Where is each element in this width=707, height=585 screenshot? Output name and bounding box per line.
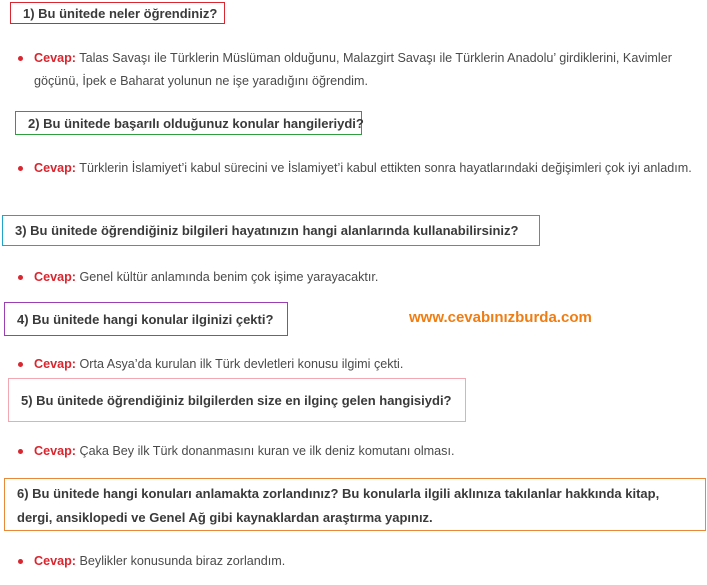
answer-3-text: Genel kültür anlamında benim çok işime yarayacaktır. xyxy=(76,270,379,284)
answer-4 xyxy=(34,353,674,376)
bullet-icon xyxy=(18,56,23,61)
answer-label: Cevap: xyxy=(34,444,76,458)
answer-label: Cevap: xyxy=(34,270,76,284)
watermark: www.cevabınızburda.com xyxy=(409,309,592,326)
question-6-text: 6) Bu ünitede hangi konuları anlamakta zorlandınız? Bu konularla ilgili aklınıza takılanlar hakkında kitap, dergi, ansiklopedi ve Genel Ağ gibi kaynaklardan araştırma yapınız. xyxy=(17,486,660,525)
bullet-icon xyxy=(18,166,23,171)
bullet-icon xyxy=(18,559,23,564)
answer-label: Cevap: xyxy=(34,357,76,371)
answer-2 xyxy=(34,157,694,180)
question-5-text: 5) Bu ünitede öğrendiğiniz bilgilerden size en ilginç gelen hangisiydi? xyxy=(21,392,452,408)
answer-4-text: Orta Asya’da kurulan ilk Türk devletleri konusu ilgimi çekti. xyxy=(76,357,404,371)
question-6 xyxy=(4,478,706,531)
answer-1 xyxy=(34,47,674,93)
question-1-text: 1) Bu ünitede neler öğrendiniz? xyxy=(23,5,218,21)
question-2-text: 2) Bu ünitede başarılı olduğunuz konular hangileriydi? xyxy=(28,115,364,131)
question-3 xyxy=(2,215,540,246)
question-4 xyxy=(4,302,288,336)
bullet-icon xyxy=(18,275,23,280)
answer-5 xyxy=(34,440,674,463)
answer-3 xyxy=(34,266,674,289)
bullet-icon xyxy=(18,449,23,454)
answer-label: Cevap: xyxy=(34,51,76,65)
question-4-text: 4) Bu ünitede hangi konular ilginizi çekti? xyxy=(17,311,274,327)
question-2 xyxy=(15,111,362,135)
answer-label: Cevap: xyxy=(34,554,76,568)
bullet-icon xyxy=(18,362,23,367)
question-5 xyxy=(8,378,466,422)
answer-label: Cevap: xyxy=(34,161,76,175)
question-3-text: 3) Bu ünitede öğrendiğiniz bilgileri hayatınızın hangi alanlarında kullanabilirsiniz? xyxy=(15,223,519,238)
answer-1-text: Talas Savaşı ile Türklerin Müslüman olduğunu, Malazgirt Savaşı ile Türklerin Anadolu’ girdiklerini, Kavimler göçünü, İpek e Baharat yolunun ne işe yaradığını öğrendim. xyxy=(34,51,672,88)
answer-6-text: Beylikler konusunda biraz zorlandım. xyxy=(76,554,286,568)
answer-6 xyxy=(34,550,674,573)
answer-2-text: Türklerin İslamiyet’i kabul sürecini ve İslamiyet’i kabul ettikten sonra hayatlarındaki değişimleri çok iyi anladım. xyxy=(76,161,692,175)
answer-5-text: Çaka Bey ilk Türk donanmasını kuran ve ilk deniz komutanı olması. xyxy=(76,444,455,458)
question-1 xyxy=(10,2,225,24)
